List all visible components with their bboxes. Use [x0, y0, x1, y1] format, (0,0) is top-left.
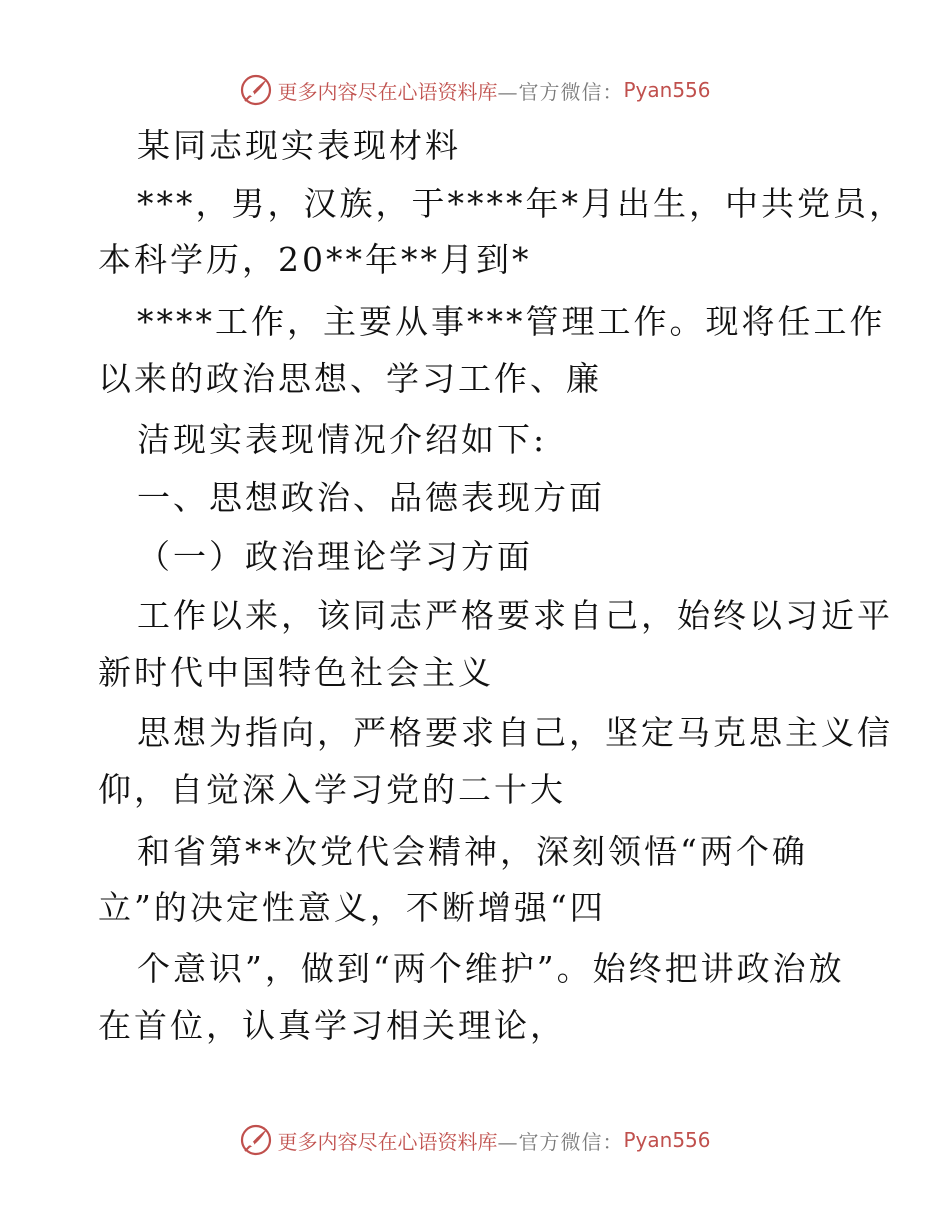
banner-wechat-id: Pyan556 [623, 1128, 711, 1152]
paragraph-line: 本科学历，20**年**月到* [98, 240, 532, 279]
banner-official-label: —官方微信： [497, 79, 624, 104]
paragraph-line: 工作以来，该同志严格要求自己，始终以习近平 [137, 596, 893, 635]
paragraph-line: 思想为指向，严格要求自己，坚定马克思主义信 [137, 713, 893, 752]
paragraph-line: 洁现实表现情况介绍如下: [137, 420, 548, 459]
paragraph-line: 个意识”，做到“两个维护”。始终把讲政治放 [137, 949, 845, 988]
paragraph-line: ****工作，主要从事***管理工作。现将任工作 [137, 302, 886, 341]
banner-site-name: 更多内容尽在心语资料库 [277, 79, 498, 104]
document-title: 某同志现实表现材料 [137, 126, 461, 165]
paragraph-line: 新时代中国特色社会主义 [98, 653, 494, 692]
paragraph-line: 立”的决定性意义，不断增强“四 [98, 888, 606, 927]
subsection-heading: （一）政治理论学习方面 [137, 537, 533, 576]
paragraph-line: 和省第**次党代会精神，深刻领悟“两个确 [137, 832, 808, 871]
banner-wechat-id: Pyan556 [623, 78, 711, 102]
section-heading: 一、思想政治、品德表现方面 [137, 478, 605, 517]
quill-logo-icon [239, 1123, 273, 1157]
paragraph-line: 在首位，认真学习相关理论， [98, 1006, 566, 1045]
paragraph-line: 以来的政治思想、学习工作、廉 [98, 359, 602, 398]
banner-site-name: 更多内容尽在心语资料库 [277, 1129, 498, 1154]
paragraph-line: 仰，自觉深入学习党的二十大 [98, 770, 566, 809]
banner-official-label: —官方微信： [497, 1129, 624, 1154]
paragraph-line: ***，男，汉族，于****年*月出生，中共党员， [137, 184, 905, 223]
footer-banner [0, 1120, 950, 1160]
